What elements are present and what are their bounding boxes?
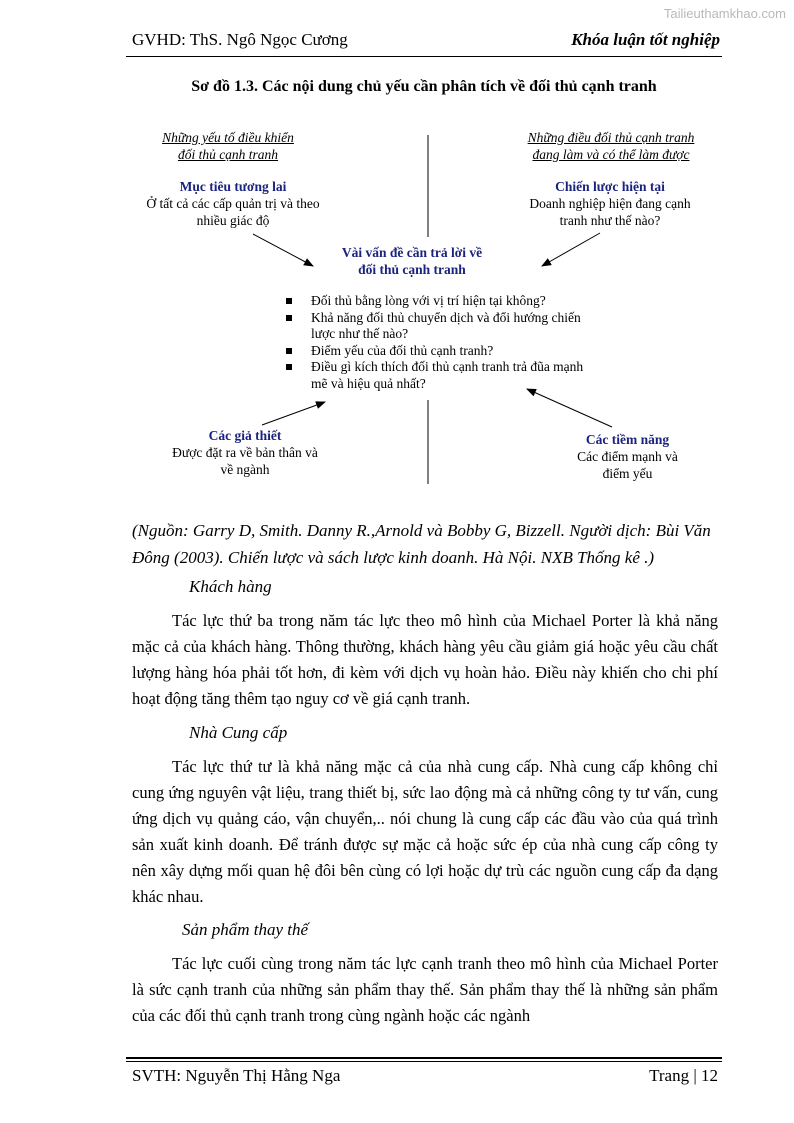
arrow-bottom-right xyxy=(527,389,612,427)
future-goals-box: Mục tiêu tương lai Ở tất cả các cấp quản trị và theo nhiều giác độ xyxy=(118,178,348,229)
footer-page-number: Trang | 12 xyxy=(649,1066,718,1085)
list-item: Đối thủ bằng lòng với vị trí hiện tại không? xyxy=(286,293,586,310)
top-left-label: Những yếu tố điều khiển đối thủ cạnh tranh xyxy=(162,130,294,162)
footer-rule-thick xyxy=(126,1057,722,1059)
footer-student: SVTH: Nguyễn Thị Hằng Nga xyxy=(132,1066,341,1085)
watermark: Tailieuthamkhao.com xyxy=(663,6,786,21)
assumptions-box: Các giả thiết Được đặt ra về bản thân và về ngành xyxy=(130,427,360,478)
section-text-substitutes: Tác lực cuối cùng trong năm tác lực cạnh tranh theo mô hình của Michael Porter là sức cạnh tranh của những sản phẩm thay thế. Sản phẩm thay thế là những sản phẩm của các đối thủ cạnh tranh trong cùng ngành hoặc các ngành xyxy=(132,954,718,1025)
potential-heading: Các tiềm năng xyxy=(585,432,670,447)
current-strategy-box: Chiến lược hiện tại Doanh nghiệp hiện đang cạnh tranh như thế nào? xyxy=(500,178,720,229)
header-doc-type: Khóa luận tốt nghiệp xyxy=(571,30,720,49)
header-rule xyxy=(126,56,722,57)
center-question-list xyxy=(286,293,586,392)
future-goals-heading: Mục tiêu tương lai xyxy=(179,179,287,194)
diagram-title: Sơ đồ 1.3. Các nội dung chủ yếu cần phân tích về đối thủ cạnh tranh xyxy=(191,78,657,95)
section-text-customers: Tác lực thứ ba trong năm tác lực theo mô hình của Michael Porter là khả năng mặc cả của khách hàng. Thông thường, khách hàng yêu cầu giảm giá hoặc yêu cầu chất lượng hàng hóa phải tốt hơn, đi kèm với dịch vụ hoàn hảo. Điều này khiến cho chi phí hoạt động tăng thêm tạo nguy cơ về giá cạnh tranh. xyxy=(132,611,718,708)
source-citation: (Nguồn: Garry D, Smith. Danny R.,Arnold và Bobby G, Bizzell. Người dịch: Bùi Văn Đông (2003). Chiến lược và sách lược kinh doanh. Hà Nội. NXB Thống kê .) xyxy=(132,521,711,567)
header-supervisor: GVHD: ThS. Ngô Ngọc Cương xyxy=(132,30,348,49)
top-right-label: Những điều đối thủ cạnh tranh đang làm và có thể làm được xyxy=(527,130,695,162)
section-heading-customers: Khách hàng xyxy=(189,577,272,596)
assumptions-heading: Các giả thiết xyxy=(208,428,282,443)
section-heading-suppliers: Nhà Cung cấp xyxy=(189,723,288,742)
footer-rule-thin xyxy=(126,1061,722,1062)
current-strategy-heading: Chiến lược hiện tại xyxy=(555,179,665,194)
section-heading-substitutes: Sản phẩm thay thế xyxy=(182,920,309,939)
section-text-suppliers: Tác lực thứ tư là khả năng mặc cả của nhà cung cấp. Nhà cung cấp không chỉ cung ứng nguyên vật liệu, trang thiết bị, sức lao động mà cả những công ty tư vấn, cung ứng dịch vụ quảng cáo, vận chuyển,.. nói chung là cung cấp các đầu vào của quá trình sản xuất kinh doanh. Để tránh được sự mặc cả hoặc sức ép của nhà cung cấp công ty nên xây dựng mối quan hệ đôi bên cùng có lợi hoặc dự trù các nguồn cung cấp đa dạng khác nhau. xyxy=(132,757,718,906)
list-item: Khả năng đối thủ chuyển dịch và đổi hướng chiến lược như thế nào? xyxy=(286,310,586,343)
center-heading: Vài vấn đề cần trả lời về đối thủ cạnh tranh xyxy=(341,245,483,277)
potential-box: Các tiềm năng Các điểm mạnh và điểm yếu xyxy=(520,431,735,482)
list-item: Điều gì kích thích đối thủ cạnh tranh trả đũa mạnh mẽ và hiệu quả nhất? xyxy=(286,359,586,392)
arrow-bottom-left xyxy=(262,402,325,425)
arrow-top-right xyxy=(542,233,600,266)
list-item: Điểm yếu của đối thủ cạnh tranh? xyxy=(286,343,586,360)
